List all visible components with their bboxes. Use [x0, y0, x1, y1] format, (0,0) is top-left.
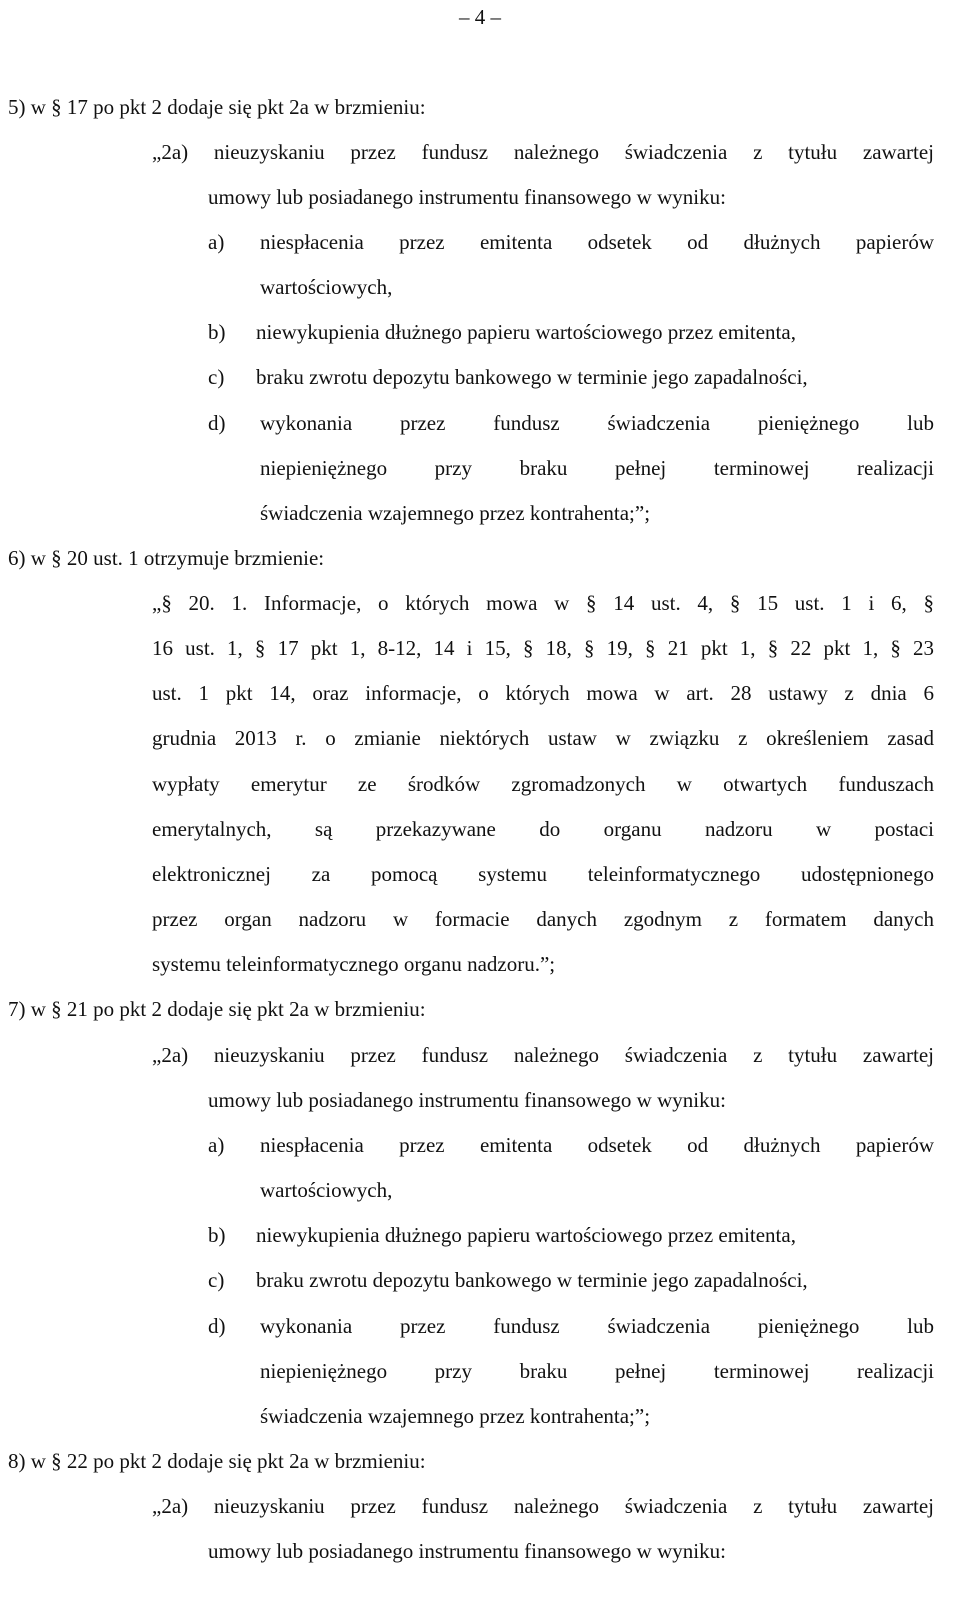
item-6-para-line-5: wypłaty emerytur ze środków zgromadzonych w otwartych funduszach — [152, 772, 934, 796]
item-7-b-label: b) — [208, 1223, 226, 1247]
item-7-intro: 7) w § 21 po pkt 2 dodaje się pkt 2a w brzmieniu: — [8, 997, 426, 1021]
item-7-a-line-2: wartościowych, — [260, 1178, 393, 1202]
item-7-c-label: c) — [208, 1268, 225, 1292]
item-6-para-line-8: przez organ nadzoru w formacie danych zgodnym z formatem danych — [152, 907, 934, 931]
item-5-d-label: d) — [208, 411, 226, 435]
item-7-d-line-1: wykonania przez fundusz świadczenia pieniężnego lub — [260, 1314, 934, 1338]
item-7-b-line-1: niewykupienia dłużnego papieru wartościowego przez emitenta, — [256, 1223, 796, 1247]
item-8-quote-line-1: „2a) nieuzyskaniu przez fundusz należnego świadczenia z tytułu zawartej — [152, 1494, 934, 1518]
item-7-quote-line-1: „2a) nieuzyskaniu przez fundusz należnego świadczenia z tytułu zawartej — [152, 1043, 934, 1067]
item-5-a-label: a) — [208, 230, 225, 254]
item-7-d-line-3: świadczenia wzajemnego przez kontrahenta;”; — [260, 1404, 651, 1428]
item-5-b-line-1: niewykupienia dłużnego papieru wartościowego przez emitenta, — [256, 320, 796, 344]
item-6-para-line-6: emerytalnych, są przekazywane do organu nadzoru w postaci — [152, 817, 934, 841]
item-5-d-line-1: wykonania przez fundusz świadczenia pieniężnego lub — [260, 411, 934, 435]
item-6-intro: 6) w § 20 ust. 1 otrzymuje brzmienie: — [8, 546, 325, 570]
item-5-b-label: b) — [208, 320, 226, 344]
item-7-d-label: d) — [208, 1314, 226, 1338]
page-number: – 4 – — [459, 5, 501, 29]
item-6-para-line-1: „§ 20. 1. Informacje, o których mowa w § 14 ust. 4, § 15 ust. 1 i 6, § — [152, 591, 934, 615]
item-5-intro: 5) w § 17 po pkt 2 dodaje się pkt 2a w brzmieniu: — [8, 95, 426, 119]
item-8-quote-line-2: umowy lub posiadanego instrumentu finansowego w wyniku: — [208, 1539, 726, 1563]
item-6-para-line-4: grudnia 2013 r. o zmianie niektórych ustaw w związku z określeniem zasad — [152, 726, 934, 750]
item-5-d-line-2: niepieniężnego przy braku pełnej terminowej realizacji — [260, 456, 934, 480]
item-7-d-line-2: niepieniężnego przy braku pełnej terminowej realizacji — [260, 1359, 934, 1383]
item-5-a-line-2: wartościowych, — [260, 275, 393, 299]
item-8-intro: 8) w § 22 po pkt 2 dodaje się pkt 2a w brzmieniu: — [8, 1449, 426, 1473]
item-5-d-line-3: świadczenia wzajemnego przez kontrahenta;”; — [260, 501, 651, 525]
item-5-quote-line-1: „2a) nieuzyskaniu przez fundusz należnego świadczenia z tytułu zawartej — [152, 140, 934, 164]
item-7-quote-line-2: umowy lub posiadanego instrumentu finansowego w wyniku: — [208, 1088, 726, 1112]
item-7-c-line-1: braku zwrotu depozytu bankowego w terminie jego zapadalności, — [256, 1268, 808, 1292]
item-7-a-line-1: niespłacenia przez emitenta odsetek od dłużnych papierów — [260, 1133, 934, 1157]
item-7-a-label: a) — [208, 1133, 225, 1157]
item-5-quote-line-2: umowy lub posiadanego instrumentu finansowego w wyniku: — [208, 185, 726, 209]
item-6-para-line-2: 16 ust. 1, § 17 pkt 1, 8-12, 14 i 15, § 18, § 19, § 21 pkt 1, § 22 pkt 1, § 23 — [152, 636, 934, 660]
item-5-c-line-1: braku zwrotu depozytu bankowego w terminie jego zapadalności, — [256, 365, 808, 389]
item-6-para-line-3: ust. 1 pkt 14, oraz informacje, o których mowa w art. 28 ustawy z dnia 6 — [152, 681, 934, 705]
item-6-para-line-9: systemu teleinformatycznego organu nadzoru.”; — [152, 952, 556, 976]
item-6-para-line-7: elektronicznej za pomocą systemu teleinformatycznego udostępnionego — [152, 862, 934, 886]
item-5-a-line-1: niespłacenia przez emitenta odsetek od dłużnych papierów — [260, 230, 934, 254]
item-5-c-label: c) — [208, 365, 225, 389]
